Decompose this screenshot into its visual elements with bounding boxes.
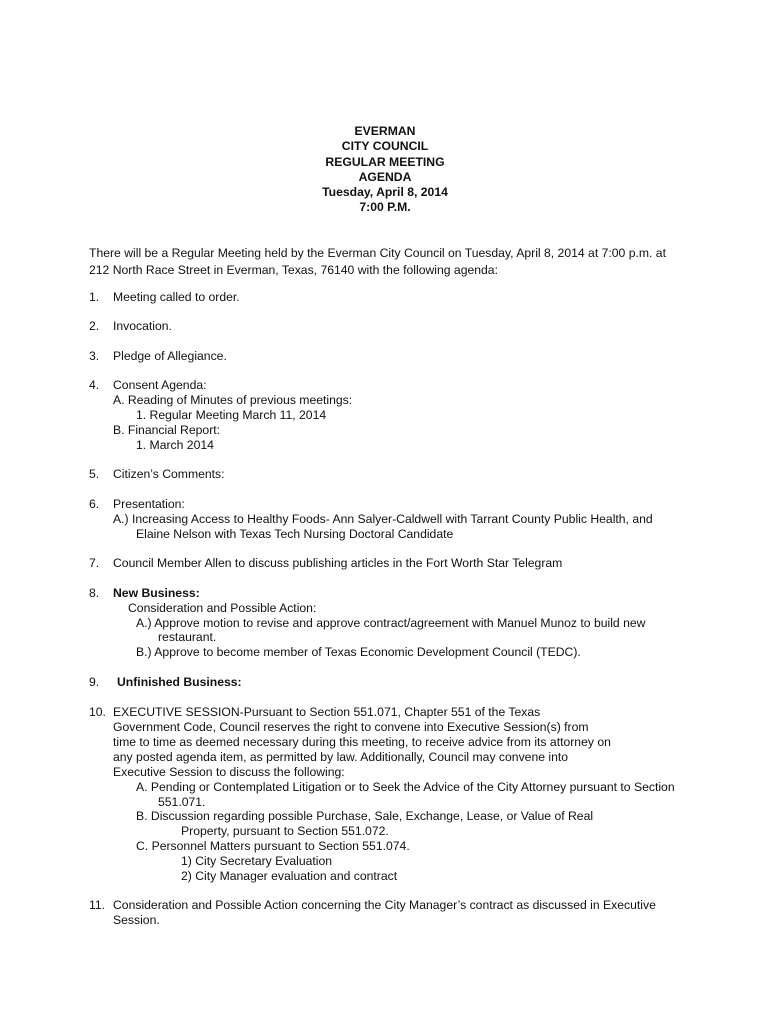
item-text-line-2: Government Code, Council reserves the right to convene into Executive Session(s) from [113,720,589,734]
item-text: Presentation: [113,497,185,511]
intro-line-2: 212 North Race Street in Everman, Texas, 76140 with the following agenda: [89,263,498,277]
intro-paragraph [89,245,729,279]
item-text-line-1: Consideration and Possible Action concerning the City Manager’s contract as discussed in Executive [113,898,656,912]
intro-line-1: There will be a Regular Meeting held by the Everman City Council on Tuesday, April 8, 2014 at 7:00 p.m. at [89,246,666,260]
sub-item-b-line-2: Property, pursuant to Section 551.072. [181,824,389,838]
header-line-regular-meeting: REGULAR MEETING [325,154,445,169]
item-text: Invocation. [113,319,172,333]
header-time: 7:00 P.M. [359,200,411,215]
sub-item-a-line-2: 551.071. [158,795,206,809]
item-number: 11. [89,898,106,912]
item-number: 3. [89,349,100,363]
sub-item-b: B.) Approve to become member of Texas Economic Development Council (TEDC). [136,645,581,659]
item-number: 10. [89,705,106,719]
item-text-line-2: Session. [113,913,160,927]
sub-item-c-2: 2) City Manager evaluation and contract [181,869,398,883]
item-text-line-1: EXECUTIVE SESSION-Pursuant to Section 551.071, Chapter 551 of the Texas [113,705,541,719]
item-number: 4. [89,378,100,392]
header-line-city-council: CITY COUNCIL [341,139,429,154]
item-text-line-4: any posted agenda item, as permitted by law. Additionally, Council may convene into [113,750,569,764]
sub-item-a-1: 1. Regular Meeting March 11, 2014 [136,408,327,422]
sub-item-b-line-1: B. Discussion regarding possible Purchase, Sale, Exchange, Lease, or Value of Real [136,809,594,823]
sub-heading: Consideration and Possible Action: [128,601,317,615]
item-heading-new-business: New Business: [113,586,200,600]
sub-item-b-1: 1. March 2014 [136,438,214,452]
agenda-header [0,124,770,216]
item-number: 7. [89,556,100,570]
sub-item-b: B. Financial Report: [113,423,221,437]
item-text-line-5: Executive Session to discuss the following: [113,765,345,779]
item-text: Council Member Allen to discuss publishing articles in the Fort Worth Star Telegram [113,556,563,570]
sub-item-a-line-2: Elaine Nelson with Texas Tech Nursing Doctoral Candidate [136,527,454,541]
sub-item-a-line-1: A.) Increasing Access to Healthy Foods- Ann Salyer-Caldwell with Tarrant County Public Health, and [113,512,653,526]
sub-item-a-line-1: A. Pending or Contemplated Litigation or to Seek the Advice of the City Attorney pursuant to Section [136,780,675,794]
header-line-agenda: AGENDA [358,169,412,184]
item-number: 1. [89,290,100,304]
sub-item-a: A. Reading of Minutes of previous meetings: [113,393,353,407]
item-text: Citizen’s Comments: [113,467,225,481]
item-number: 8. [89,586,100,600]
item-number: 2. [89,319,100,333]
item-text-line-3: time to time as deemed necessary during this meeting, to receive advice from its attorney on [113,735,611,749]
item-number: 5. [89,467,100,481]
header-date: Tuesday, April 8, 2014 [322,185,448,200]
sub-item-c: C. Personnel Matters pursuant to Section 551.074. [136,839,410,853]
sub-item-c-1: 1) City Secretary Evaluation [181,854,333,868]
item-text: Consent Agenda: [113,378,207,392]
item-number: 6. [89,497,100,511]
sub-item-a-line-2: restaurant. [158,630,217,644]
item-heading-unfinished-business: Unfinished Business: [117,675,242,689]
sub-item-a-line-1: A.) Approve motion to revise and approve contract/agreement with Manuel Munoz to build new [136,616,646,630]
item-number: 9. [89,675,100,689]
header-line-everman: EVERMAN [354,124,416,138]
item-text: Meeting called to order. [113,290,240,304]
item-text: Pledge of Allegiance. [113,349,227,363]
